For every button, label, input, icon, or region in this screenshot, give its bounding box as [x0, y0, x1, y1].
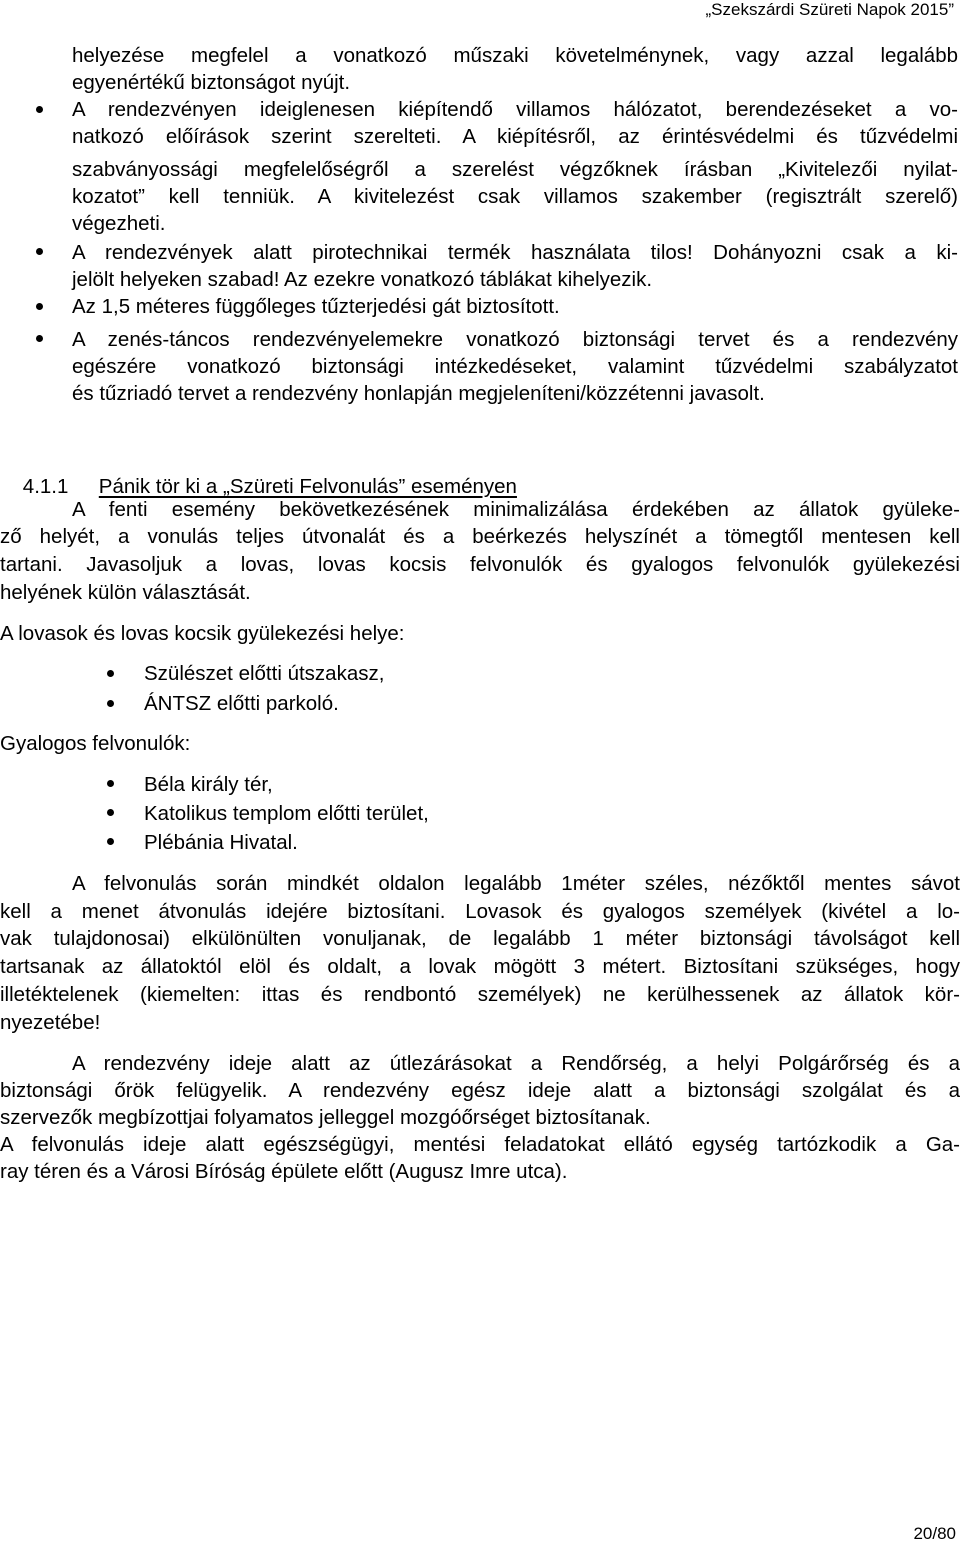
paragraph-line: A rendezvény ideje alatt az útlezárásokat a Rendőrség, a helyi Polgárőrség és a [72, 1052, 960, 1075]
list-item: ÁNTSZ előtti parkoló. [144, 692, 339, 715]
list-item: Katolikus templom előtti terület, [144, 802, 429, 825]
bullet-item-line: kozatot” kell tenniük. A kivitelezést csak villamos szakember (regisztrált szerelő) [72, 185, 958, 208]
page-number: 20/80 [913, 1524, 956, 1543]
bullet-icon [36, 335, 43, 342]
bullet-icon [107, 838, 114, 845]
section-number: 4.1.1 [22, 475, 69, 498]
bullet-icon [107, 670, 114, 677]
running-header: „Szekszárdi Szüreti Napok 2015” [705, 0, 954, 19]
list-item: Plébánia Hivatal. [144, 831, 298, 854]
bullet-item-line: Az 1,5 méteres függőleges tűzterjedési gát biztosított. [72, 295, 560, 318]
paragraph-line: nyezetébe! [0, 1011, 101, 1034]
bullet-item-line: egészére vonatkozó biztonsági intézkedéseket, valamint tűzvédelmi szabályzatot [72, 355, 958, 378]
section-title: Pánik tör ki a „Szüreti Felvonulás” eseményen [98, 475, 517, 498]
text-line: helyezése megfelel a vonatkozó műszaki követelménynek, vagy azzal legalább [72, 44, 958, 67]
paragraph-line: A felvonulás ideje alatt egészségügyi, mentési feladatokat ellátó egység tartózkodik a Ga- [0, 1133, 960, 1156]
bullet-icon [36, 248, 43, 255]
paragraph-line: vak tulajdonosai) elkülönülten vonuljanak, de legalább 1 méter biztonsági távolságot kell [0, 927, 960, 950]
list-item: Béla király tér, [144, 773, 273, 796]
bullet-item-line: szabványossági megfelelőségről a szerelést végzőknek írásban „Kivitelezői nyilat- [72, 158, 958, 181]
bullet-icon [107, 809, 114, 816]
bullet-item-line: végezheti. [72, 212, 166, 235]
bullet-icon [107, 700, 114, 707]
bullet-item-line: natkozó előírások szerint szerelteti. A kiépítésről, az érintésvédelmi és tűzvédelmi [72, 125, 958, 148]
paragraph-line: tartani. Javasoljuk a lovas, lovas kocsis felvonulók és gyalogos felvonulók gyülekezési [0, 553, 960, 576]
bullet-icon [36, 303, 43, 310]
bullet-item-line: jelölt helyeken szabad! Az ezekre vonatkozó táblákat kihelyezik. [72, 268, 653, 291]
bullet-item-line: A rendezvények alatt pirotechnikai termék használata tilos! Dohányozni csak a ki- [72, 241, 958, 264]
paragraph-line: tartsanak az állatoktól elöl és oldalt, a lovak mögött 3 métert. Biztosítani szükséges, hogy [0, 955, 960, 978]
paragraph-line: A felvonulás során mindkét oldalon legalább 1méter széles, nézőktől mentes sávot [72, 872, 960, 895]
bullet-item-line: A zenés-táncos rendezvényelemekre vonatkozó biztonsági tervet és a rendezvény [72, 328, 958, 351]
horse-gathering-label: A lovasok és lovas kocsik gyülekezési helye: [0, 622, 405, 645]
bullet-item-line: és tűzriadó tervet a rendezvény honlapján megjeleníteni/közzétenni javasolt. [72, 382, 765, 405]
paragraph-line: A fenti esemény bekövetkezésének minimalizálása érdekében az állatok gyüleke- [72, 498, 960, 521]
bullet-icon [36, 106, 43, 113]
paragraph-line: illetéktelenek (kiemelten: ittas és rendbontó személyek) ne kerülhessenek az állatok kör- [0, 983, 960, 1006]
bullet-item-line: A rendezvényen ideiglenesen kiépítendő villamos hálózatot, berendezéseket a vo- [72, 98, 958, 121]
list-item: Szülészet előtti útszakasz, [144, 662, 385, 685]
paragraph-line: ző helyét, a vonulás teljes útvonalát és a beérkezés helyszínét a tömegtől mentesen kell [0, 525, 960, 548]
paragraph-line: szervezők megbízottjai folyamatos jelleggel mozgóőrséget biztosítanak. [0, 1106, 651, 1129]
paragraph-line: helyének külön választását. [0, 581, 251, 604]
walkers-label: Gyalogos felvonulók: [0, 732, 191, 755]
paragraph-line: kell a menet átvonulás idejére biztosítani. Lovasok és gyalogos személyek (kivétel a lo- [0, 900, 960, 923]
text-line: egyenértékű biztonságot nyújt. [72, 71, 351, 94]
paragraph-line: ray téren és a Városi Bíróság épülete előtt (Augusz Imre utca). [0, 1160, 568, 1183]
paragraph-line: biztonsági őrök felügyelik. A rendezvény egész ideje alatt a biztonsági szolgálat és a [0, 1079, 960, 1102]
bullet-icon [107, 780, 114, 787]
